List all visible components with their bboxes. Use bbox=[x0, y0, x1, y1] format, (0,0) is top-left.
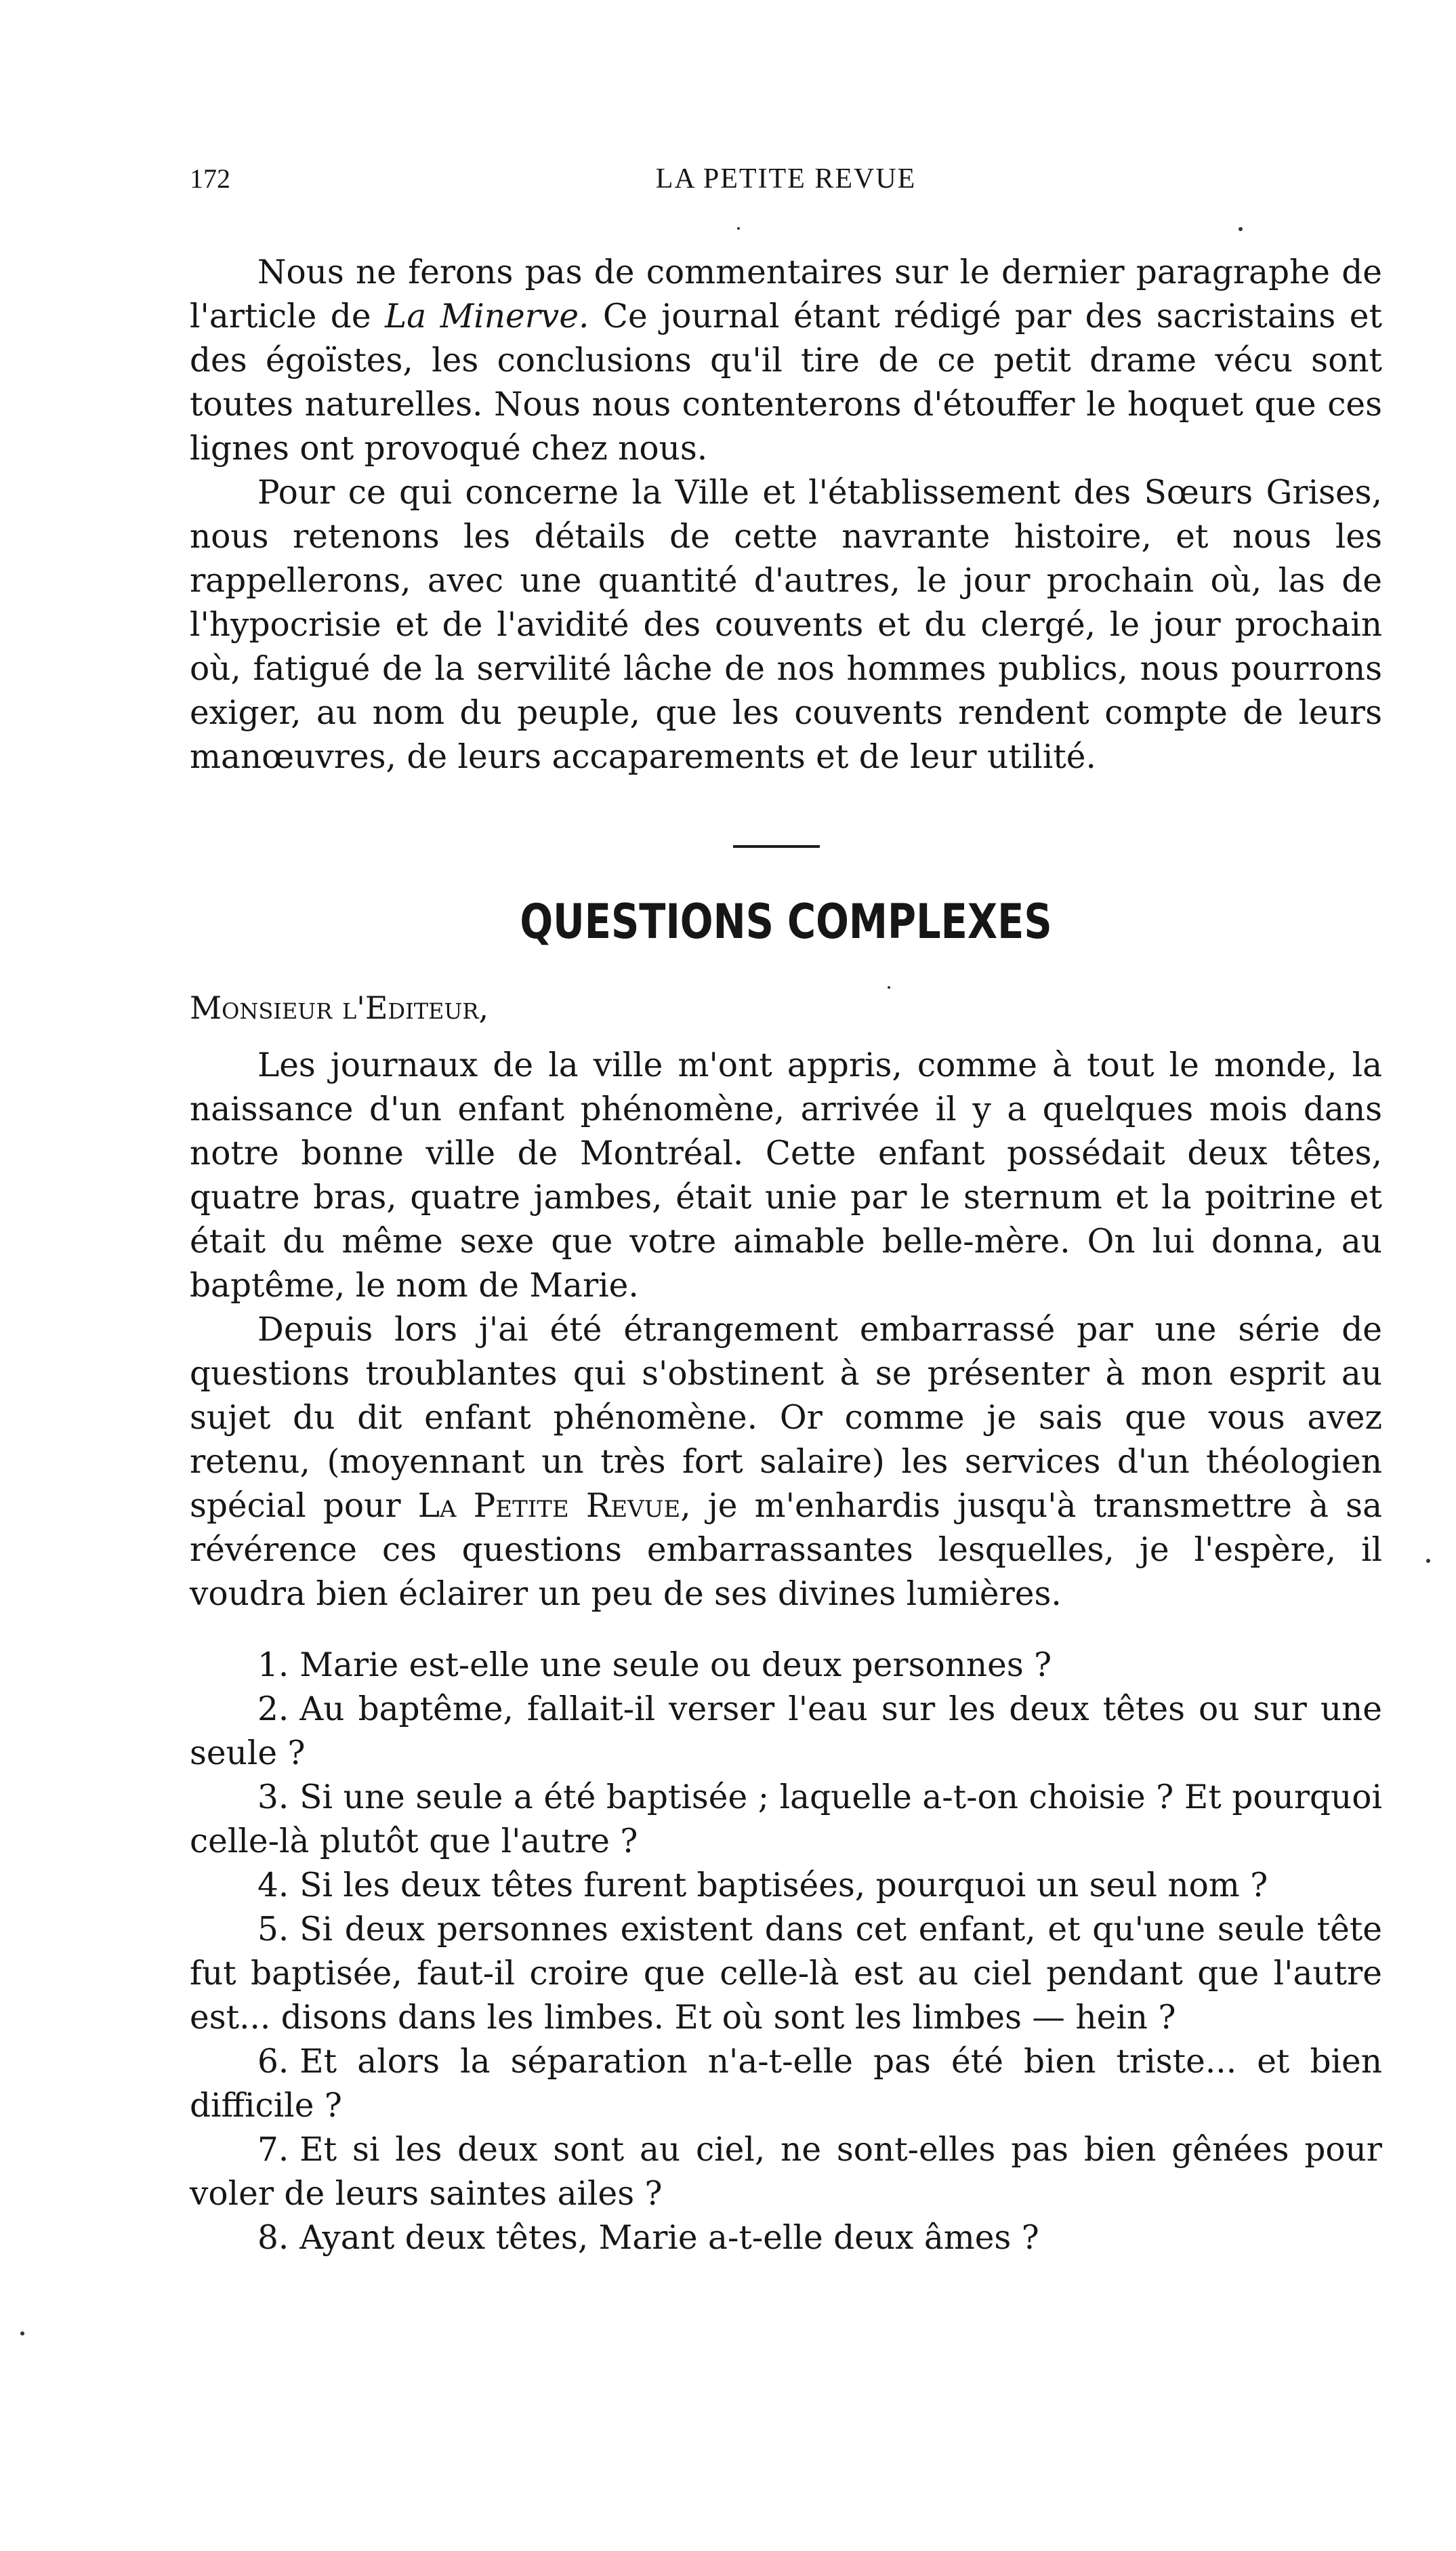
question-item bbox=[190, 2216, 1382, 2260]
magazine-title: La Petite Revue bbox=[417, 1487, 681, 1525]
question-number: 6. bbox=[257, 2043, 289, 2081]
page-header bbox=[190, 163, 1382, 210]
question-list bbox=[190, 1644, 1382, 2260]
paragraph-text: Pour ce qui concerne la Ville et l'établissement des Sœurs Grises, nous retenons les détails de cette navrante histoire, et nous les rappellerons, avec une quantité d'autres, le jour prochain où, las de l'hypocrisie et de l'avidité des couvents et du clergé, le jour prochain où, fatigué de la servilité lâche de nos hommes publics, nous pourrons exiger, au nom du peuple, que les couvents rendent compte de leurs manœuvres, de leurs accaparements et de leur utilité. bbox=[190, 474, 1382, 776]
paragraph-text: Les journaux de la ville m'ont appris, comme à tout le monde, la naissance d'un enfant phénomène, arrivée il y a quelques mois dans notre bonne ville de Montréal. Cette enfant possédait deux têtes, quatre bras, quatre jambes, était unie par le sternum et la poitrine et était du même sexe que votre aimable belle-mère. On lui donna, au baptême, le nom de Marie. bbox=[190, 1046, 1382, 1305]
paragraph-text-part: Nous ne ferons pas de commentaires sur le dernier paragraphe de l'article de bbox=[190, 253, 1382, 335]
question-number: 3. bbox=[257, 1778, 289, 1816]
paragraph-text bbox=[190, 1308, 1382, 1616]
paragraph-minerve-comment bbox=[190, 251, 1382, 471]
print-speck bbox=[888, 986, 890, 989]
question-text: Si deux personnes existent dans cet enfant, et qu'une seule tête fut baptisée, faut-il croire que celle-là est au ciel pendant que l'autre est... disons dans les limbes. Et où sont les limbes — hein ? bbox=[190, 1911, 1382, 2037]
paragraph-letter-intro bbox=[190, 1044, 1382, 1308]
question-item bbox=[190, 1908, 1382, 2040]
question-number: 7. bbox=[257, 2131, 289, 2169]
print-speck bbox=[20, 2331, 24, 2335]
print-speck bbox=[1426, 1559, 1430, 1563]
question-item bbox=[190, 1644, 1382, 1688]
paragraph-text-part: Depuis lors j'ai été étrangement embarrassé par une série de questions troublantes qui s'obstinent à se présenter à mon esprit au sujet du dit enfant phénomène. Or comme je sais que vous avez retenu, (moyennant un très fort salaire) les services d'un théologien spécial pour bbox=[190, 1311, 1382, 1525]
page-number: 172 bbox=[190, 163, 230, 194]
question-item bbox=[190, 2128, 1382, 2216]
question-number: 8. bbox=[257, 2219, 289, 2257]
question-item bbox=[190, 1776, 1382, 1864]
running-title: LA PETITE REVUE bbox=[655, 163, 917, 195]
question-number: 5. bbox=[257, 1911, 289, 1948]
question-item bbox=[190, 2040, 1382, 2128]
question-text: Si une seule a été baptisée ; laquelle a-t-on choisie ? Et pourquoi celle-là plutôt que l'autre ? bbox=[190, 1778, 1382, 1860]
question-number: 4. bbox=[257, 1866, 289, 1904]
question-text: Au baptême, fallait-il verser l'eau sur les deux têtes ou sur une seule ? bbox=[190, 1690, 1382, 1772]
question-item bbox=[190, 1864, 1382, 1908]
print-speck bbox=[737, 227, 740, 230]
print-speck bbox=[1239, 227, 1243, 231]
paragraph-soeurs-grises bbox=[190, 471, 1382, 779]
paragraph-text-part: Ce journal étant rédigé par des sacristains et des égoïstes, les conclusions qu'il tire de ce petit drame vécu sont toutes naturelles. Nous nous contenterons d'étouffer le hoquet que ces lignes ont provoqué chez nous. bbox=[190, 298, 1382, 468]
question-text: Si les deux têtes furent baptisées, pourquoi un seul nom ? bbox=[299, 1866, 1268, 1904]
paragraph-text-part: , je m'enhardis jusqu'à transmettre à sa révérence ces questions embarrassantes lesquelles, je l'espère, il voudra bien éclairer un peu de ses divines lumières. bbox=[190, 1487, 1382, 1613]
section-title: QUESTIONS COMPLEXES bbox=[520, 894, 1052, 950]
paragraph-text bbox=[190, 251, 1382, 471]
question-text: Et si les deux sont au ciel, ne sont-elles pas bien gênées pour voler de leurs saintes ailes ? bbox=[190, 2131, 1382, 2213]
question-number: 1. bbox=[257, 1646, 289, 1684]
question-text: Ayant deux têtes, Marie a-t-elle deux âmes ? bbox=[299, 2219, 1039, 2257]
question-number: 2. bbox=[257, 1690, 289, 1728]
newspaper-title: La Minerve. bbox=[385, 298, 589, 335]
question-item bbox=[190, 1688, 1382, 1776]
question-text: Et alors la séparation n'a-t-elle pas été bien triste... et bien difficile ? bbox=[190, 2043, 1382, 2125]
paragraph-letter-request bbox=[190, 1308, 1382, 1616]
letter-salutation: Monsieur l'Editeur, bbox=[190, 989, 489, 1026]
question-text: Marie est-elle une seule ou deux personnes ? bbox=[299, 1646, 1052, 1684]
section-divider bbox=[733, 845, 820, 848]
